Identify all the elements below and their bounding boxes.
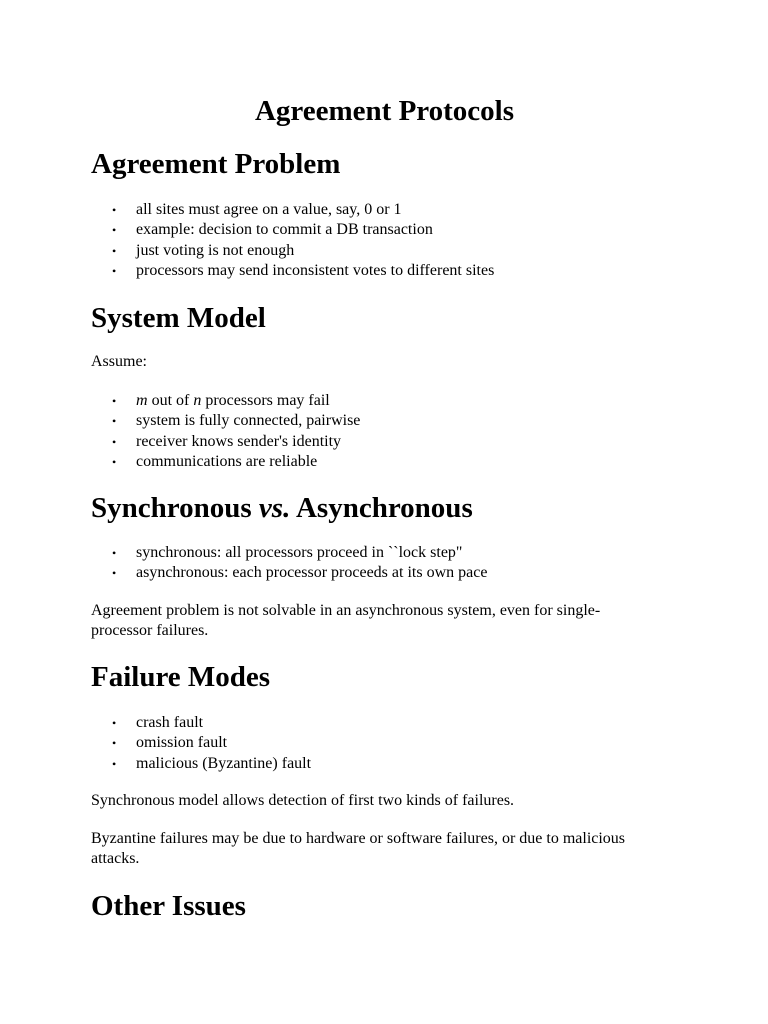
list-item: • asynchronous: each processor proceeds at its own pace bbox=[91, 563, 487, 583]
list-failure-modes bbox=[91, 713, 311, 774]
list-item: • just voting is not enough bbox=[91, 241, 494, 261]
bullet-icon: • bbox=[112, 394, 117, 408]
heading-agreement-problem: Agreement Problem bbox=[91, 148, 341, 180]
list-sync-async bbox=[91, 543, 487, 584]
list-agreement-problem bbox=[91, 200, 494, 281]
bullet-icon: • bbox=[112, 414, 117, 429]
heading-sync-vs-async: Synchronous vs. Asynchronous bbox=[91, 492, 473, 524]
list-item: • example: decision to commit a DB transaction bbox=[91, 220, 494, 240]
bullet-icon: • bbox=[112, 736, 117, 751]
list-item: • system is fully connected, pairwise bbox=[91, 411, 360, 431]
list-item: • crash fault bbox=[91, 713, 311, 733]
bullet-icon: • bbox=[112, 454, 117, 469]
failure-modes-paragraph-1: Synchronous model allows detection of first two kinds of failures. bbox=[91, 792, 515, 809]
bullet-icon: • bbox=[112, 263, 117, 278]
bullet-icon: • bbox=[112, 203, 117, 217]
bullet-icon: • bbox=[112, 243, 117, 258]
bullet-icon: • bbox=[112, 546, 117, 560]
system-model-intro: Assume: bbox=[91, 353, 147, 370]
list-item: • communications are reliable bbox=[91, 452, 360, 472]
sync-async-paragraph: Agreement problem is not solvable in an asynchronous system, even for single- processor failures. bbox=[91, 602, 601, 640]
list-item: • processors may send inconsistent votes to different sites bbox=[91, 261, 494, 281]
page-title: Agreement Protocols bbox=[254, 95, 515, 127]
bullet-icon: • bbox=[112, 716, 117, 730]
list-item: • synchronous: all processors proceed in ``lock step" bbox=[91, 543, 487, 563]
list-item: • receiver knows sender's identity bbox=[91, 432, 360, 452]
list-item: • malicious (Byzantine) fault bbox=[91, 754, 311, 774]
heading-failure-modes: Failure Modes bbox=[91, 661, 271, 693]
bullet-icon: • bbox=[112, 434, 117, 449]
bullet-icon: • bbox=[112, 566, 117, 581]
bullet-icon: • bbox=[112, 223, 117, 238]
list-item: • m out of n processors may fail bbox=[91, 391, 360, 411]
list-system-model bbox=[91, 391, 360, 472]
heading-other-issues: Other Issues bbox=[91, 890, 246, 922]
list-item: • omission fault bbox=[91, 733, 311, 753]
list-item: • all sites must agree on a value, say, 0 or 1 bbox=[91, 200, 494, 220]
failure-modes-paragraph-2: Byzantine failures may be due to hardware or software failures, or due to malicious attacks. bbox=[91, 830, 626, 868]
heading-system-model: System Model bbox=[91, 302, 266, 334]
bullet-icon: • bbox=[112, 756, 117, 771]
